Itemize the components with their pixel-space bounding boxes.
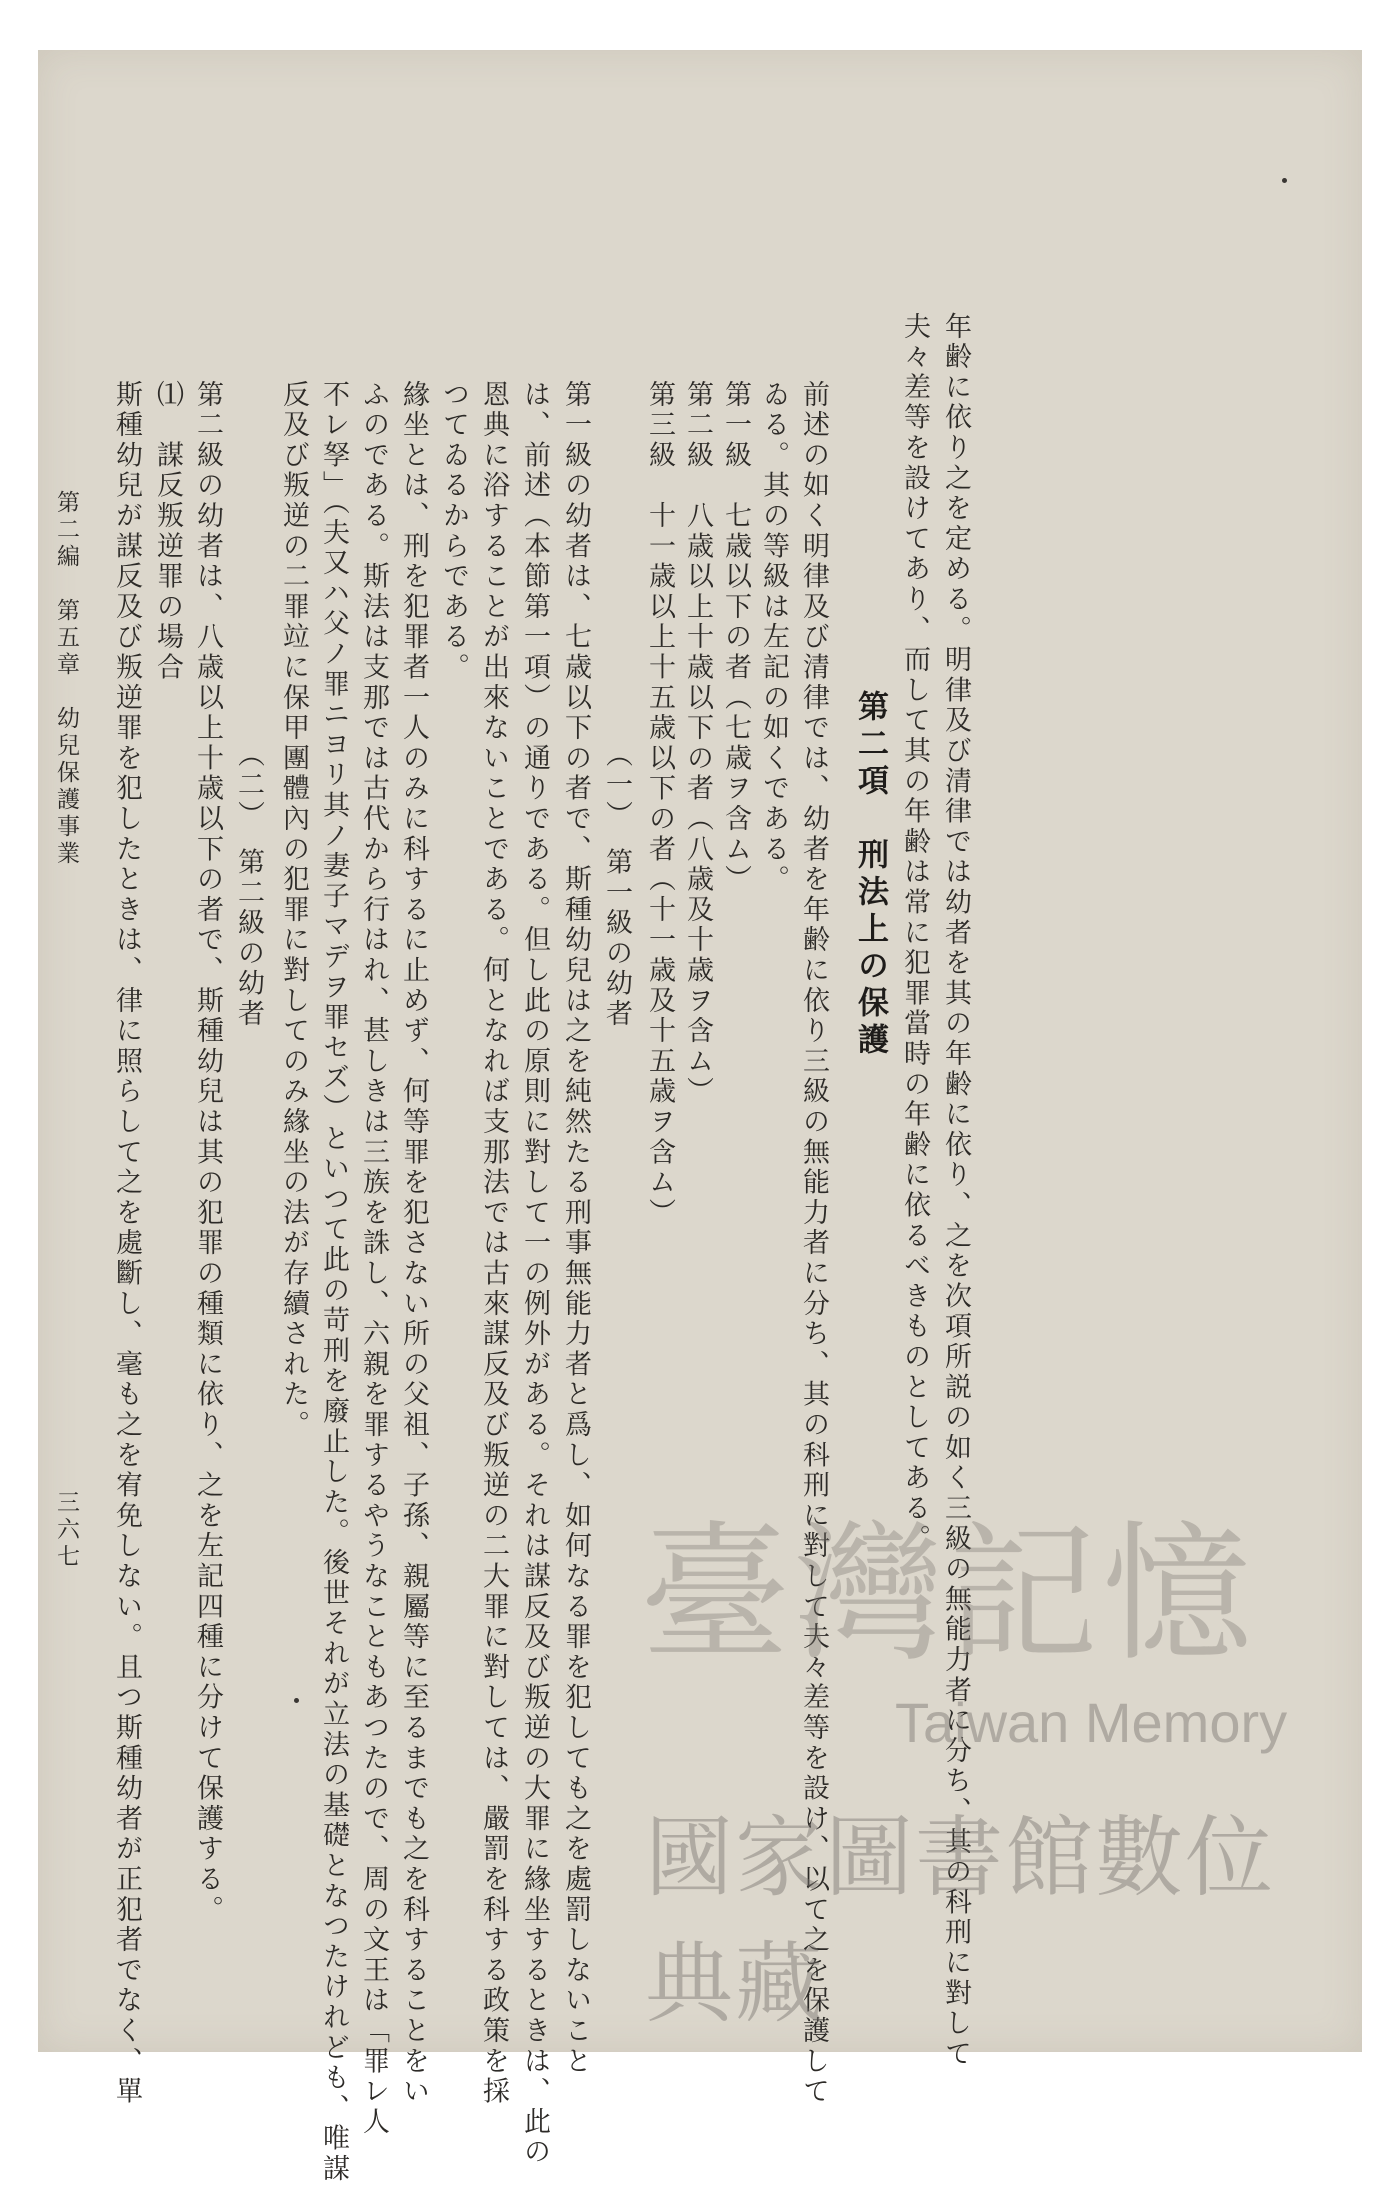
watermark-subtitle: Taiwan Memory [895,1691,1288,1754]
text-column: 第一級の幼者は、七歳以下の者で、斯種幼兒は之を純然たる刑事無能力者と爲し、如何なる罪を犯しても之を處罰しないこと [560,380,591,2077]
speck-mark [1282,178,1287,183]
text-column: 第二級の幼者は、八歳以上十歳以下の者で、斯種幼兒は其の犯罪の種類に依り、之を左記四種に分けて保護する。 [192,380,223,1926]
subsection-heading: （二） 第二級の幼者 [233,740,264,1030]
text-column: 恩典に浴することが出來ないことである。何となれば支那法では古來謀反及び叛逆の二大罪に對しては、嚴罰を科する政策を採 [478,380,509,2108]
text-column: 不レ孥」（夫又ハ父ノ罪ニヨリ其ノ妻子マデヲ罪セズ）といつて此の苛刑を廢止した。後世それが立法の基礎となつたけれども、唯謀 [318,380,349,2185]
page-number: 三六七 [53,1490,79,1571]
text-column: 前述の如く明律及び清律では、幼者を年齢に依り三級の無能力者に分ち、其の科刑に對して夫々差等を設け、以て之を保護して [798,380,829,2108]
watermark-title: 臺灣記憶 [640,1508,1257,1682]
text-column: 夫々差等を設けてあり、而して其の年齢は常に犯罪當時の年齢に依るべきものとしてある。 [899,312,930,1555]
watermark-institution: 國家圖書館數位典藏 [645,1806,1276,2035]
text-column: は、前述（本節第一項）の通りである。但し此の原則に對して一の例外がある。それは謀反及び叛逆の大罪に緣坐するときは、此の [519,380,550,2168]
text-column: 反及び叛逆の二罪竝に保甲團體內の犯罪に對してのみ緣坐の法が存續された。 [278,380,309,1441]
speck-mark [294,1698,299,1703]
watermark [625,1508,1325,2035]
text-column: 年齢に依り之を定める。明律及び清律では幼者を其の年齢に依り、之を次項所説の如く三級の無能力者に分ち、其の科刑に對して [940,312,971,2070]
text-column: ふのである。斯法は支那では古代から行はれ、甚しきは三族を誅し、六親を罪するやうなこともあつたので、周の文王は「罪レ人 [358,380,389,2138]
section-heading: 第二項 刑法上の保護 [852,690,888,1060]
text-column: 斯種幼兒が謀反及び叛逆罪を犯したときは、律に照らして之を處斷し、毫も之を宥免しない。且つ斯種幼者が正犯者でなく、單 [111,380,142,2108]
subsection-heading: ⑴ 謀反叛逆罪の場合 [152,380,183,683]
grade-list-item: 第二級 八歳以上十歳以下の者（八歳及十歳ヲ含ム） [682,380,713,1108]
grade-list-item: 第三級 十一歳以上十五歳以下の者（十一歳及十五歳ヲ含ム） [644,380,675,1229]
subsection-heading: （一） 第一級の幼者 [601,740,632,1030]
text-column: ゐる。其の等級は左記の如くである。 [758,380,789,896]
running-footer: 第二編 第五章 幼兒保護事業 [53,490,79,868]
text-column: 緣坐とは、刑を犯罪者一人のみに科するに止めず、何等罪を犯さない所の父祖、子孫、親屬等に至るまでも之を科することをい [398,380,429,2108]
text-column: つてゐるからである。 [438,380,469,683]
grade-list-item: 第一級 七歳以下の者（七歳ヲ含ム） [720,380,751,896]
